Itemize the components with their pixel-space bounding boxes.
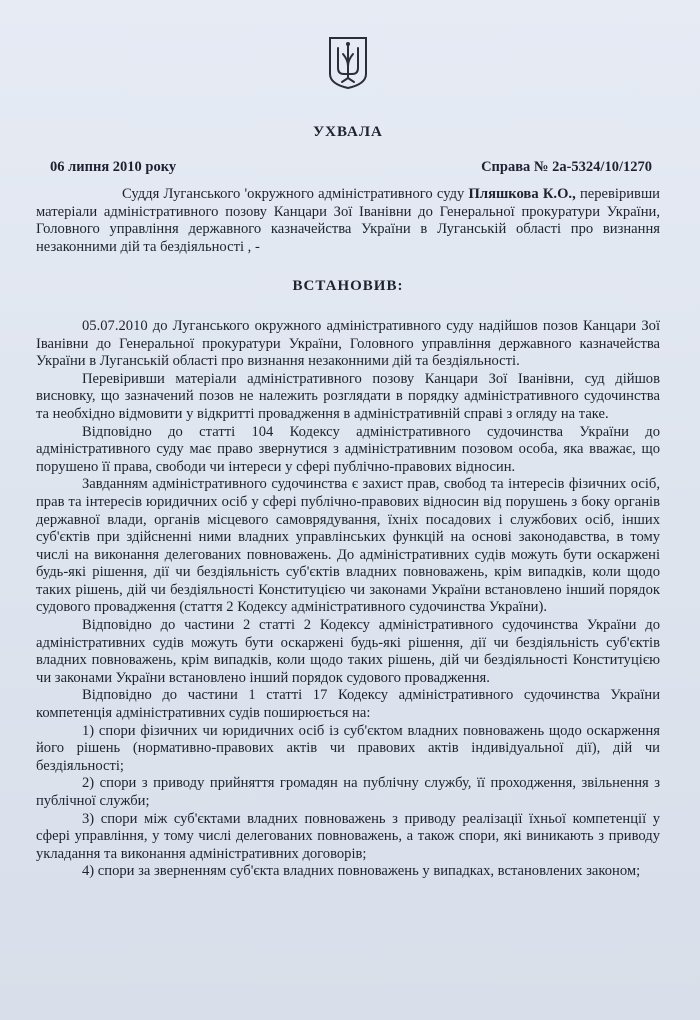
meta-row [36, 159, 660, 176]
list-item: 3) спори між суб'єктами владних повноважень з приводу реалізації їхньої компетенції у сфері управління, у тому числі делегованих повноважень, а також спори, які виникають з приводу укладання та виконання адміністративних договорів; [36, 810, 660, 862]
preamble-rest: перевіривши матеріали адміністративного позову Канцари Зої Іванівни до Генеральної прокуратури України, Головного управління державного казначейства України в Луганській області про визнання незаконними дій та бездіяльності , - [36, 186, 660, 255]
list-item: 2) спори з приводу прийняття громадян на публічну службу, її проходження, звільнення з публічної служби; [36, 775, 660, 809]
preamble-paragraph [36, 186, 660, 256]
body-paragraph: Відповідно до частини 1 статті 17 Кодексу адміністративного судочинства України компетенція адміністративних судів поширюється на: [36, 687, 660, 722]
body-paragraph: Перевіривши матеріали адміністративного позову Канцари Зої Іванівни, суд дійшов висновку, що зазначений позов не належить розглядати в порядку адміністративного судочинства та необхідно відмовити у відкритті провадження в адміністративній справі з огляду на таке. [36, 370, 660, 422]
judge-name: Пляшкова К.О., [468, 186, 576, 202]
body-paragraph: Відповідно до частини 2 статті 2 Кодексу адміністративного судочинства України до адміністративних судів можуть бути оскаржені будь-які рішення, дії чи бездіяльність суб'єктів владних повноважень, крім випадків, коли щодо таких рішень, дій чи бездіяльності Конституцією чи законами України встановлено інший порядок судового провадження. [36, 617, 660, 686]
document-title: УХВАЛА [313, 124, 383, 140]
body-paragraph: 05.07.2010 до Луганського окружного адміністративного суду надійшов позов Канцари Зої Іванівни до Генеральної прокуратури України, Головного управління державного казначейства України в Луганській області про визнання незаконними дій та бездіяльності. [36, 317, 660, 370]
body-paragraph: Завданням адміністративного судочинства є захист прав, свобод та інтересів фізичних осіб, прав та інтересів юридичних осіб у сфері публічно-правових відносин від порушень з боку органів державної влади, органів місцевого самоврядування, їхніх посадових і службових осіб, інших суб'єктів при здійсненні ними владних управлінських функцій на основі законодавства, в тому числі на виконання делегованих повноважень. До адміністративних судів можуть бути оскаржені будь-які рішення, дії чи бездіяльність суб'єктів владних повноважень, крім випадків, коли щодо таких рішень, дій чи бездіяльності Конституцією чи законами України встановлено інший порядок судового провадження (стаття 2 Кодексу адміністративного судочинства України). [36, 476, 660, 616]
section-heading: ВСТАНОВИВ: [292, 278, 404, 295]
list-item: 4) спори за зверненням суб'єкта владних повноважень у випадках, встановлених законом; [82, 863, 641, 880]
document-date: 06 липня 2010 року [50, 159, 177, 175]
trident-emblem-icon [36, 34, 660, 90]
list-item: 1) спори фізичних чи юридичних осіб із суб'єктом владних повноважень щодо оскарження його рішень (нормативно-правових актів чи правових актів індивідуальної дії), дій чи бездіяльності; [36, 722, 660, 774]
case-number: Справа № 2а-5324/10/1270 [481, 159, 652, 175]
preamble-start: Суддя Луганського 'окружного адміністративного суду [122, 186, 469, 202]
body-paragraph: Відповідно до статті 104 Кодексу адміністративного судочинства України до адміністративного суду має право звернутися з адміністративним позовом особа, яка вважає, що порушено її права, свободи чи інтереси у сфері публічно-правових відносин. [36, 423, 660, 475]
